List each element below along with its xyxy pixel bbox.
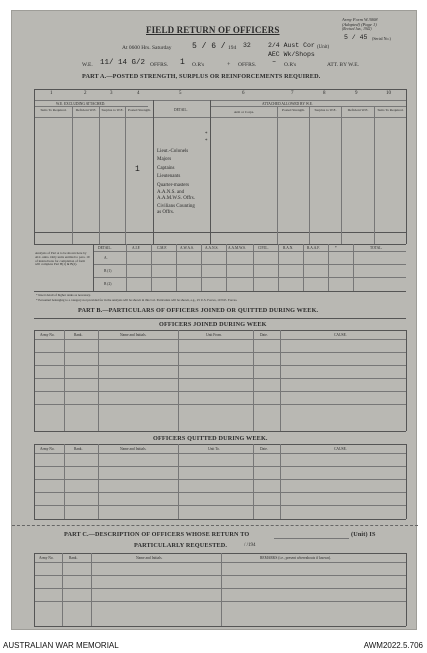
quitted-col-cause: CAUSE. xyxy=(334,447,347,451)
offrs2-value: – xyxy=(272,58,277,66)
caption-accession-number: AWM2022.5.706 xyxy=(363,641,423,650)
quitted-col-rank: Rank. xyxy=(74,447,83,451)
analysis-col-awas: A.W.A.S. xyxy=(180,246,194,250)
col-num-8: 8 xyxy=(323,91,326,96)
analysis-col-star: * xyxy=(335,246,337,250)
part-c-col-army-no: Army No. xyxy=(39,556,54,560)
col-num-1: 1 xyxy=(50,91,53,96)
col-header-4: Posted Strength. xyxy=(128,108,151,112)
col-num-3: 3 xyxy=(110,91,113,96)
col-num-7: 7 xyxy=(291,91,294,96)
analysis-col-aans: A.A.N.S. xyxy=(205,246,219,250)
part-c-title: PART C.—DESCRIPTION OF OFFICERS WHOSE RETURN TO xyxy=(64,531,250,538)
analysis-col-raaf: R.A.A.F. xyxy=(307,246,320,250)
at-time-label: At 0600 Hrs. Saturday xyxy=(122,45,172,51)
analysis-col-aif: A.I.F. xyxy=(132,246,141,250)
rank-as-offrs: as Offrs. xyxy=(157,210,175,216)
ors-label: O.R's xyxy=(192,62,205,68)
col-header-7: Posted Strength. xyxy=(282,108,305,112)
rank-majors: Majors xyxy=(157,157,172,163)
joined-title: OFFICERS JOINED DURING WEEK xyxy=(159,321,267,328)
rank-captains: Captains xyxy=(157,165,175,171)
part-c-col-rank: Rank. xyxy=(69,556,78,560)
form-title: FIELD RETURN OF OFFICERS xyxy=(146,25,280,35)
unit-value-1: 2/4 Aust Cor xyxy=(268,42,315,49)
group-left-header: W.E. EXCLUDING ATTACHED. xyxy=(56,102,106,106)
rank-aamws: A.A.M.W.S. Offrs. xyxy=(157,196,195,202)
rank-quarter-masters: Quarter-masters xyxy=(157,182,190,188)
quitted-col-unit-to: Unit To. xyxy=(208,447,220,451)
col-header-9: Deficient W.E. xyxy=(347,108,369,112)
plus-sign: + xyxy=(227,62,231,68)
att-label: ATT. BY W.E. xyxy=(327,62,359,68)
joined-col-date: Date. xyxy=(260,333,268,337)
rank-lieut-colonels: Lieut.-Colonels xyxy=(157,149,189,154)
col-header-6: Arm or Corps. xyxy=(233,110,255,114)
group-right-header: ATTACHED ALLOWED BY W.E. xyxy=(262,102,313,106)
analysis-col-aamws: A.A.M.W.S. xyxy=(228,246,246,250)
quitted-col-date: Date. xyxy=(260,447,268,451)
detail-header: DETAIL. xyxy=(174,108,188,112)
part-c-requested: PARTICULARLY REQUESTED. xyxy=(134,542,228,549)
footnote-1: * Insert detail of higher ranks as necessary. xyxy=(36,293,91,297)
we-value: 11/ 14 G/2 xyxy=(100,59,146,67)
part-a-title: PART A.—POSTED STRENGTH, SURPLUS OR REINFORCEMENTS REQUIRED. xyxy=(82,73,321,80)
joined-col-name: Name and Initials. xyxy=(120,333,147,337)
date-value: 5 / 6 / xyxy=(192,42,226,51)
joined-col-unit-from: Unit From. xyxy=(206,333,222,337)
quitted-col-army-no: Army No. xyxy=(40,447,55,451)
ors2-label: O.R's xyxy=(284,62,297,68)
analysis-col-detail: DETAIL. xyxy=(98,246,112,250)
analysis-note: Analysis of Part A to be shown here by ALL units. Only units entitled to para. 19 of instructions for completion of form will complete Part B(1) & B(2). xyxy=(35,251,90,267)
posted-strength-value: 1 xyxy=(135,165,140,174)
col-header-8: Surplus to W.E. xyxy=(314,108,337,112)
unit-label: (Unit) xyxy=(317,45,330,50)
analysis-row-b2: B (2) xyxy=(104,282,112,286)
col-header-2: Deficient W.E. xyxy=(75,108,97,112)
unit-value-2: AEC Wk/Shops xyxy=(268,51,315,58)
part-c-unit-is: (Unit) IS xyxy=(351,531,376,538)
footnote-2: * Personnel belonging to a category not provided for in the analysis will be shown in this Col. Particulars will be shown, e.g., 25 U.S. Forces, 10 N.E. Forces. xyxy=(36,298,238,302)
rank-list xyxy=(157,148,195,216)
analysis-col-ran: R.A.N. xyxy=(283,246,294,250)
rank-civilians: Civilians Counting xyxy=(157,204,195,210)
col-header-10: Suits To Required. xyxy=(377,108,404,112)
detail-asterisks: * * xyxy=(205,132,208,144)
quitted-title: OFFICERS QUITTED DURING WEEK. xyxy=(153,435,268,442)
serial-label: (Serial No.) xyxy=(372,36,391,41)
serial-value: 5 / 45 xyxy=(344,34,368,41)
year-value: 32 xyxy=(243,42,251,49)
rank-aans: A.A.N.S. and xyxy=(157,190,185,196)
joined-col-cause: CAUSE. xyxy=(334,333,347,337)
analysis-col-cmf: C.M.F. xyxy=(157,246,167,250)
joined-col-rank: Rank. xyxy=(74,333,83,337)
analysis-col-total: TOTAL. xyxy=(370,246,383,250)
archive-caption xyxy=(0,638,427,653)
rank-lieutenants: Lieutenants xyxy=(157,174,181,180)
joined-col-army-no: Army No. xyxy=(40,333,55,337)
part-c-col-remarks: REMARKS (i.e., present whereabouts if known). xyxy=(260,556,331,560)
col-num-10: 10 xyxy=(386,91,391,96)
we-label: W.E. xyxy=(82,62,93,68)
part-c-date: / /194 xyxy=(244,543,256,548)
perforation-line xyxy=(12,525,418,526)
caption-institution: AUSTRALIAN WAR MEMORIAL xyxy=(3,641,119,650)
part-c-col-name: Name and Initials. xyxy=(136,556,163,560)
col-num-2: 2 xyxy=(84,91,87,96)
analysis-col-civil: CIVIL. xyxy=(258,246,269,250)
col-num-4: 4 xyxy=(137,91,140,96)
quitted-col-name: Name and Initials. xyxy=(120,447,147,451)
part-b-title: PART B.—PARTICULARS OF OFFICERS JOINED OR QUITTED DURING WEEK. xyxy=(78,307,319,314)
col-num-5: 5 xyxy=(179,91,182,96)
analysis-row-b1: B (1) xyxy=(104,269,112,273)
col-num-6: 6 xyxy=(242,91,245,96)
form-number: Army Form W.3008 (Adapted) (Page 1) (Revised Jan., 1942) xyxy=(342,17,378,31)
offrs-label: OFFRS. xyxy=(150,62,169,68)
year-prefix: 194 xyxy=(228,45,237,51)
offrs-value: 1 xyxy=(180,58,185,67)
form-sheet xyxy=(11,10,417,630)
col-header-3: Surplus to W.E. xyxy=(101,108,124,112)
col-num-9: 9 xyxy=(355,91,358,96)
col-header-1: Suits To Required. xyxy=(40,108,67,112)
analysis-row-a: A. xyxy=(104,256,108,260)
offrs2-label: OFFRS. xyxy=(238,62,257,68)
